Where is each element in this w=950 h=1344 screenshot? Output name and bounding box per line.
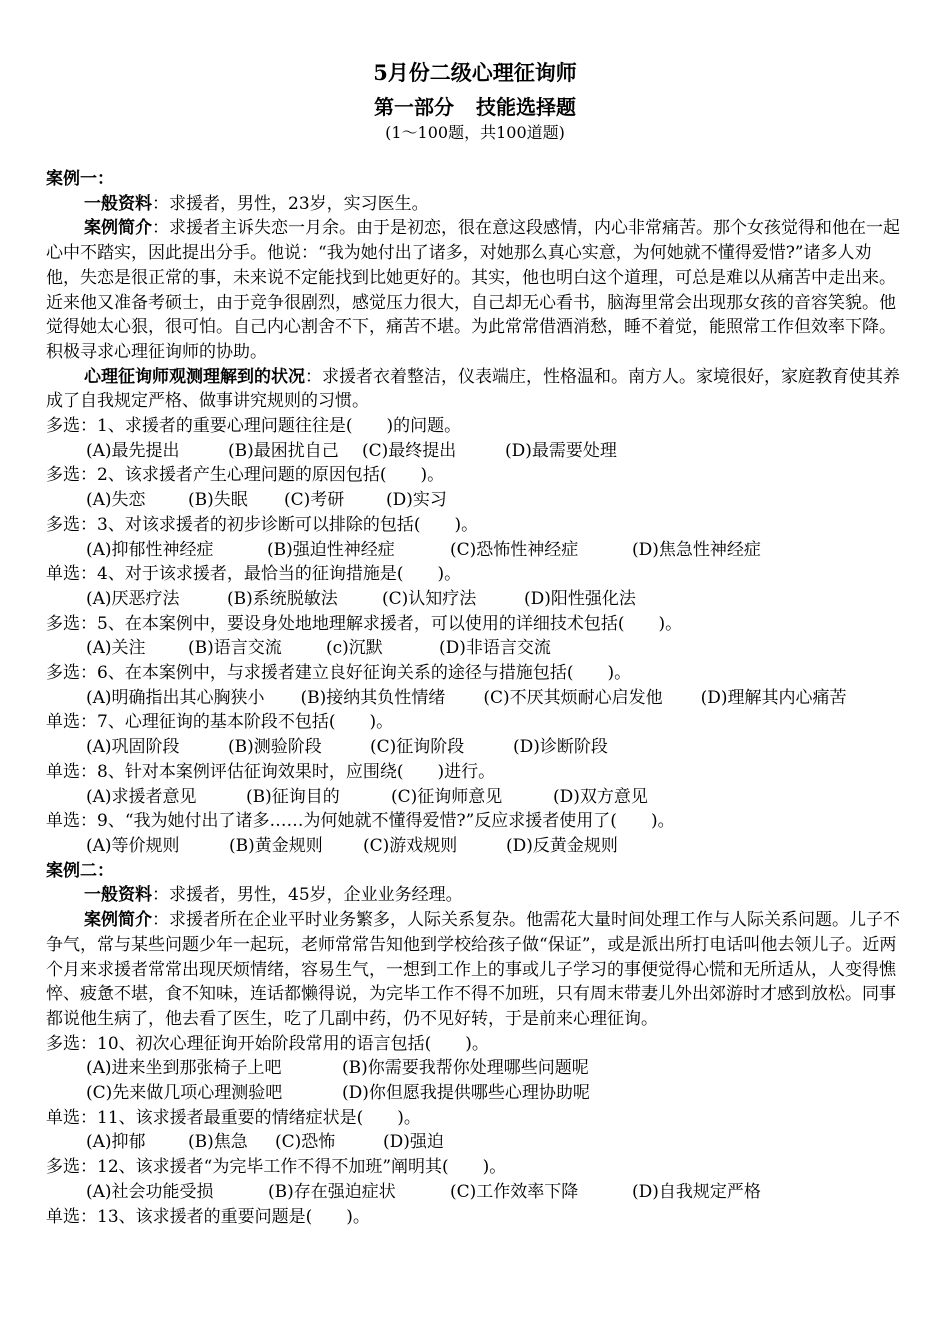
- case2-general-info: [46, 883, 904, 908]
- option: (D)理解其内心痛苦: [700, 687, 847, 708]
- option: (A)抑郁性神经症: [86, 539, 214, 560]
- question-10-options-row1: [46, 1056, 904, 1081]
- case1-intro-text: ：求援者主诉失恋一月余。由于是初恋，很在意这段感情，内心非常痛苦。那个女孩觉得和他在一起心中不踏实，因此提出分手。他说：“我为她付出了诸多，对她那么真心实意，为何她就不懂得爱惜?”诸多人劝他，失恋是很正常的事，未来说不定能找到比她更好的。其实，他也明白这个道理，可总是难以从痛苦中走出来。近来他又准备考硕士，由于竞争很剧烈，感觉压力很大，自己却无心看书，脑海里常会出现那女孩的音容笑貌。他觉得她太心狠，很可怕。自己内心割舍不下，痛苦不堪。为此常常借酒消愁，睡不着觉，能照常工作但效率下降。积极寻求心理征询师的协助。: [46, 218, 900, 362]
- option: (A)明确指出其心胸狭小: [86, 687, 265, 708]
- question-11-options: [46, 1130, 904, 1155]
- question-1-options: [46, 439, 904, 464]
- question-6: 多选：6、在本案例中，与求援者建立良好征询关系的途径与措施包括( )。: [46, 663, 632, 684]
- question-6-options: [46, 686, 904, 711]
- option: (D)强迫: [383, 1132, 444, 1153]
- option: (D)诊断阶段: [513, 737, 608, 758]
- option: (C)征询师意见: [391, 786, 503, 807]
- option: (c)沉默: [326, 638, 383, 659]
- case1-intro-label: 案例简介: [84, 218, 152, 239]
- option: (C)先来做几项心理测验吧: [86, 1083, 283, 1104]
- option: (B)最困扰自己: [228, 440, 339, 461]
- question-13: 单选：13、该求援者的重要问题是( )。: [46, 1206, 370, 1227]
- question-8: 单选：8、针对本案例评估征询效果时，应围绕( )进行。: [46, 761, 496, 782]
- subtitle-part: 第一部分: [374, 95, 454, 119]
- option: (C)认知疗法: [382, 588, 477, 609]
- question-2: 多选：2、该求援者产生心理问题的原因包括( )。: [46, 465, 445, 486]
- option: (C)征询阶段: [370, 737, 465, 758]
- question-9-options: [46, 834, 904, 859]
- section-subtitle: [46, 92, 904, 122]
- option: (D)非语言交流: [439, 638, 551, 659]
- option: (A)最先提出: [86, 440, 180, 461]
- subtitle-name: 技能选择题: [476, 95, 576, 119]
- option: (B)焦急: [188, 1132, 248, 1153]
- option: (A)社会功能受损: [86, 1181, 214, 1202]
- case2-general-text: ：求援者，男性，45岁，企业业务经理。: [152, 885, 463, 906]
- question-5: 多选：5、在本案例中，要设身处地地理解求援者，可以使用的详细技术包括( )。: [46, 613, 683, 634]
- case2-intro-label: 案例简介: [84, 910, 152, 931]
- option: (B)黄金规则: [229, 835, 323, 856]
- option: (B)强迫性神经症: [267, 539, 395, 560]
- question-3: 多选：3、对该求援者的初步诊断可以排除的包括( )。: [46, 514, 479, 535]
- case1-general-text: ：求援者，男性，23岁，实习医生。: [152, 193, 429, 214]
- case1-heading: 案例一：: [46, 169, 114, 189]
- case1-observation: [46, 365, 904, 414]
- case1-observe-text: ：求援者衣着整洁，仪表端庄，性格温和。南方人。家境很好，家庭教育使其养成了自我规定严格、做事讲究规则的习惯。: [46, 366, 900, 412]
- option: (B)征询目的: [246, 786, 340, 807]
- question-10: 多选：10、初次心理征询开始阶段常用的语言包括( )。: [46, 1033, 489, 1054]
- option: (C)工作效率下降: [450, 1181, 579, 1202]
- question-2-options: [46, 488, 904, 513]
- option: (B)语言交流: [188, 638, 282, 659]
- case2-intro: [46, 908, 904, 1032]
- option: (A)关注: [86, 638, 146, 659]
- question-11: 单选：11、该求援者最重要的情绪症状是( )。: [46, 1107, 421, 1128]
- option: (C)不厌其烦耐心启发他: [483, 687, 663, 708]
- option: (B)系统脱敏法: [227, 588, 338, 609]
- option: (C)最终提出: [362, 440, 457, 461]
- question-1: 多选：1、求援者的重要心理问题往往是( )的问题。: [46, 416, 462, 437]
- case2-heading: 案例二：: [46, 860, 114, 881]
- option: (D)焦急性神经症: [632, 539, 761, 560]
- option: (D)最需要处理: [505, 440, 617, 461]
- case2-general-label: 一般资料: [84, 885, 152, 906]
- case1-general-info: [46, 192, 904, 217]
- option: (D)自我规定严格: [632, 1181, 761, 1202]
- question-range: (1～100题，共100道题): [385, 123, 565, 142]
- question-5-options: [46, 636, 904, 661]
- option: (B)存在强迫症状: [268, 1181, 396, 1202]
- option: (D)阳性强化法: [524, 588, 636, 609]
- question-8-options: [46, 785, 904, 810]
- question-10-options-row2: [46, 1081, 904, 1106]
- option: (C)恐怖: [275, 1132, 336, 1153]
- option: (C)考研: [284, 490, 345, 511]
- case2-intro-text: ：求援者所在企业平时业务繁多，人际关系复杂。他需花大量时间处理工作与人际关系问题。儿子不争气，常与某些问题少年一起玩，老师常常告知他到学校给孩子做“保证”，或是派出所打电话叫他去领儿子。近两个月来求援者常常出现厌烦情绪，容易生气，一想到工作上的事或儿子学习的事便觉得心慌和无所适从，人变得憔悴、疲惫不堪，食不知味，连话都懒得说，为完毕工作不得不加班，只有周末带妻儿外出郊游时才感到放松。同事都说他生病了，他去看了医生，吃了几副中药，仍不见好转，于是前来心理征询。: [46, 910, 900, 1029]
- option: (A)巩固阶段: [86, 737, 180, 758]
- option: (D)你但愿我提供哪些心理协助呢: [342, 1083, 590, 1104]
- option: (A)抑郁: [86, 1132, 146, 1153]
- question-4-options: [46, 587, 904, 612]
- option: (B)失眠: [188, 490, 248, 511]
- question-12: 多选：12、该求援者“为完毕工作不得不加班”阐明其( )。: [46, 1157, 507, 1178]
- option: (B)测验阶段: [228, 737, 322, 758]
- question-7-options: [46, 735, 904, 760]
- case1-observe-label: 心理征询师观测理解到的状况: [84, 366, 305, 387]
- option: (D)反黄金规则: [506, 835, 618, 856]
- option: (A)失恋: [86, 490, 146, 511]
- option: (C)恐怖性神经症: [450, 539, 579, 560]
- question-12-options: [46, 1180, 904, 1205]
- option: (C)游戏规则: [363, 835, 458, 856]
- case1-intro: [46, 216, 904, 364]
- option: (D)实习: [386, 490, 447, 511]
- option: (A)等价规则: [86, 835, 180, 856]
- option: (B)接纳其负性情绪: [300, 687, 446, 708]
- question-3-options: [46, 538, 904, 563]
- question-4: 单选：4、对于该求援者，最恰当的征询措施是( )。: [46, 564, 462, 585]
- document-title: 5月份二级心理征询师: [373, 60, 577, 85]
- question-7: 单选：7、心理征询的基本阶段不包括( )。: [46, 712, 394, 733]
- option: (A)求援者意见: [86, 786, 197, 807]
- case1-general-label: 一般资料: [84, 193, 152, 214]
- option: (D)双方意见: [553, 786, 648, 807]
- option: (B)你需要我帮你处理哪些问题呢: [342, 1058, 589, 1079]
- question-9: 单选：9、“我为她付出了诸多……为何她就不懂得爱惜?”反应求援者使用了( )。: [46, 811, 675, 832]
- option: (A)进来坐到那张椅子上吧: [86, 1058, 282, 1079]
- option: (A)厌恶疗法: [86, 588, 180, 609]
